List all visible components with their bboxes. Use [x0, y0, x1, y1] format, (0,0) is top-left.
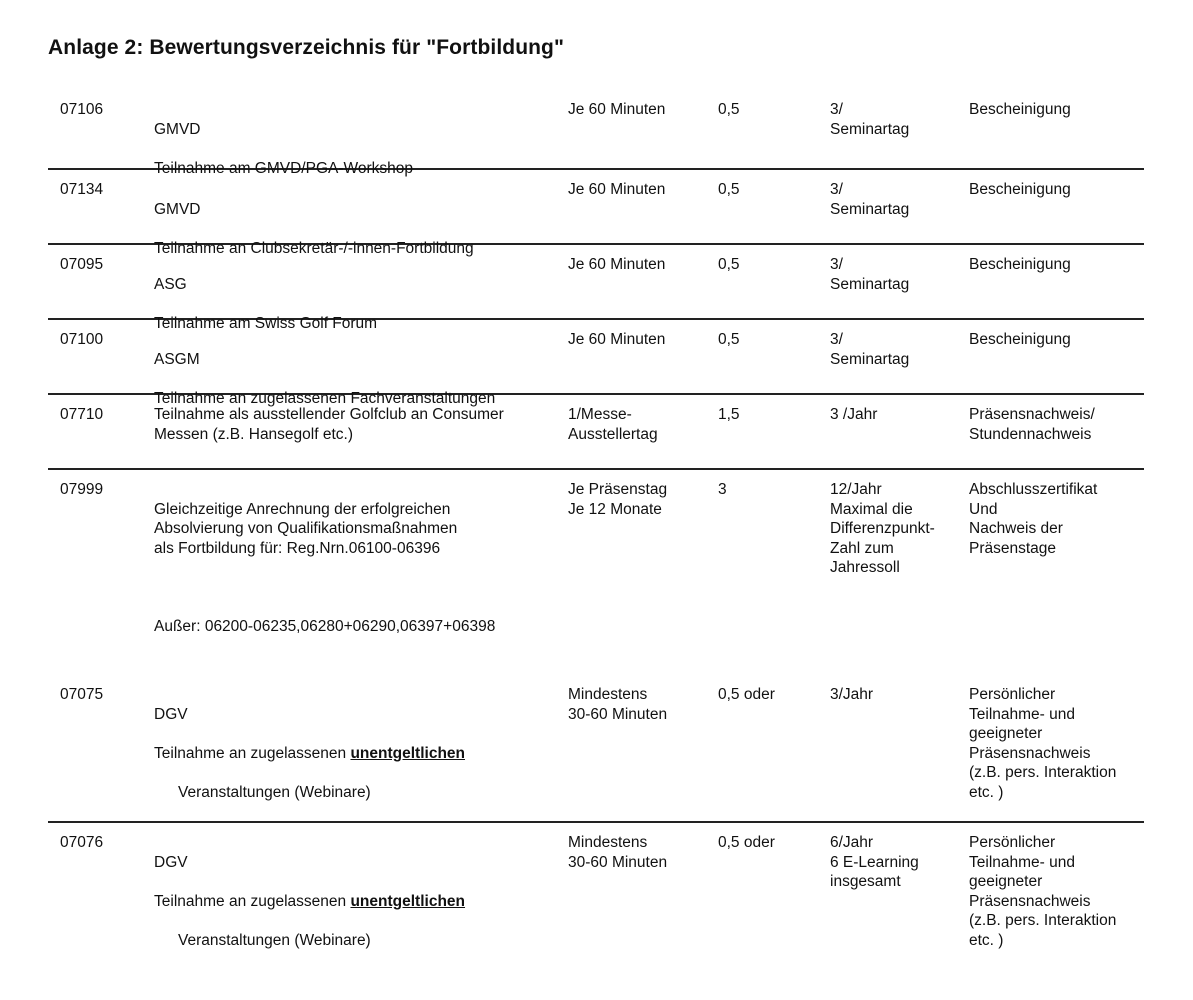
description: Teilnahme an Clubsekretär-/-innen-Fortbildung: [154, 239, 474, 257]
reg-number: 07095: [60, 256, 104, 273]
exclusions: Außer: 06200-06235,06280+06290,06397+06398: [154, 617, 496, 635]
description-continuation: Veranstaltungen (Webinare): [178, 783, 371, 801]
description: [154, 744, 568, 764]
organization: DGV: [154, 705, 188, 723]
table-row: [48, 395, 1144, 470]
unit: Je 60 Minuten: [568, 331, 666, 348]
unit: Je 60 Minuten: [568, 256, 666, 273]
unit: Mindestens 30-60 Minuten: [568, 834, 668, 871]
description: Teilnahme als ausstellender Golfclub an Consumer Messen (z.B. Hansegolf etc.): [154, 406, 504, 443]
reg-number: 07075: [60, 686, 104, 703]
organization: ASGM: [154, 350, 200, 368]
proof: Bescheinigung: [969, 256, 1071, 273]
points: 0,5: [718, 101, 740, 118]
points: 0,5: [718, 331, 740, 348]
description: Teilnahme am Swiss Golf Forum: [154, 314, 378, 332]
proof: Präsensnachweis/ Stundennachweis: [969, 406, 1095, 443]
maximum: 12/Jahr Maximal die Differenzpunkt- Zahl zum Jahressoll: [830, 481, 935, 576]
organization: GMVD: [154, 200, 201, 218]
description-cell: [154, 685, 568, 821]
points: 0,5 oder: [718, 686, 775, 703]
proof: Bescheinigung: [969, 181, 1071, 198]
organization: GMVD: [154, 120, 201, 138]
unit: Je Präsenstag Je 12 Monate: [568, 481, 668, 518]
table-row: [48, 823, 1144, 963]
unit: Je 60 Minuten: [568, 101, 666, 118]
unit: Je 60 Minuten: [568, 181, 666, 198]
reg-number: 07999: [60, 481, 104, 498]
organization: DGV: [154, 853, 188, 871]
points: 0,5: [718, 181, 740, 198]
unit: 1/Messe- Ausstellertag: [568, 406, 658, 443]
proof: Abschlusszertifikat Und Nachweis der Präsenstage: [969, 481, 1098, 557]
maximum: 3/Jahr: [830, 686, 874, 703]
table-row: [48, 170, 1144, 257]
table-row: [48, 245, 1144, 332]
maximum: 3/ Seminartag: [830, 331, 910, 368]
reg-number: 07076: [60, 834, 104, 851]
description-emphasis: unentgeltlichen: [350, 744, 466, 762]
reg-number: 07100: [60, 331, 104, 348]
points: 0,5: [718, 256, 740, 273]
description-continuation: Veranstaltungen (Webinare): [178, 931, 371, 949]
proof: Bescheinigung: [969, 331, 1071, 348]
description-cell: [154, 100, 568, 177]
page-title: Anlage 2: Bewertungsverzeichnis für "Fortbildung": [48, 36, 565, 59]
maximum: 3 /Jahr: [830, 406, 878, 423]
description-cell: [154, 833, 568, 963]
proof: Persönlicher Teilnahme- und geeigneter Präsensnachweis (z.B. pers. Interaktion etc. ): [969, 686, 1117, 801]
unit: Mindestens 30-60 Minuten: [568, 686, 668, 723]
points: 0,5 oder: [718, 834, 775, 851]
maximum: 3/ Seminartag: [830, 256, 910, 293]
organization: ASG: [154, 275, 187, 293]
description-cell: [154, 330, 568, 407]
table-row: [48, 470, 1144, 680]
description-emphasis: unentgeltlichen: [350, 892, 466, 910]
maximum: 3/ Seminartag: [830, 181, 910, 218]
reg-number: 07106: [60, 101, 104, 118]
reg-number: 07134: [60, 181, 104, 198]
description-cell: [154, 255, 568, 332]
proof: Persönlicher Teilnahme- und geeigneter Präsensnachweis (z.B. pers. Interaktion etc. ): [969, 834, 1117, 949]
maximum: 6/Jahr 6 E-Learning insgesamt: [830, 834, 919, 890]
table-row: [48, 680, 1144, 823]
reg-number: 07710: [60, 406, 104, 423]
table-row: [48, 320, 1144, 407]
description-cell: [154, 180, 568, 257]
evaluation-table: [48, 95, 1144, 963]
description-prefix: Teilnahme an zugelassenen: [154, 744, 351, 762]
description: Teilnahme an zugelassenen Fachveranstaltungen: [154, 389, 496, 407]
table-row: [48, 95, 1144, 177]
points: 1,5: [718, 406, 740, 423]
description: [154, 892, 568, 912]
description-cell: [154, 480, 568, 680]
description: Gleichzeitige Anrechnung der erfolgreichen Absolvierung von Qualifikationsmaßnahmen als Fortbildung für: Reg.Nrn.06100-06396: [154, 500, 458, 557]
description: Teilnahme am GMVD/PGA-Workshop: [154, 159, 413, 177]
proof: Bescheinigung: [969, 101, 1071, 118]
maximum: 3/ Seminartag: [830, 101, 910, 138]
description-prefix: Teilnahme an zugelassenen: [154, 892, 351, 910]
points: 3: [718, 481, 727, 498]
